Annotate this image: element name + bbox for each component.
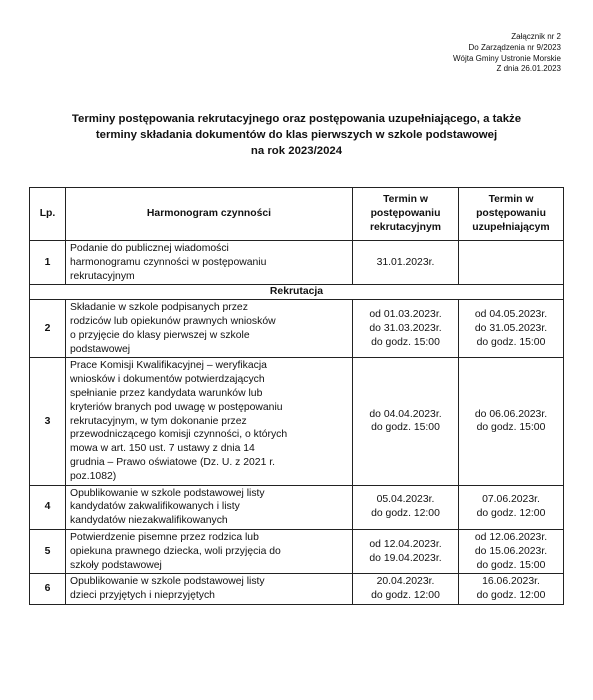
term-line: 05.04.2023r. xyxy=(376,494,435,506)
recruitment-term-cell xyxy=(353,529,459,573)
activity-line: dzieci przyjętych i nieprzyjętych xyxy=(70,590,215,602)
term-line: do 19.04.2023r. xyxy=(369,552,442,564)
annex-date: Z dnia 26.01.2023 xyxy=(496,64,561,74)
annex-number: Załącznik nr 2 xyxy=(511,32,561,41)
activity-cell xyxy=(66,574,353,605)
term-line: od 04.05.2023r. xyxy=(474,309,548,321)
activity-line: przewodniczącego komisji czynności, o których xyxy=(70,429,288,441)
header-line: Termin w xyxy=(383,194,428,206)
recruitment-term-cell xyxy=(353,574,459,605)
document-title xyxy=(40,111,553,159)
table-row xyxy=(30,574,564,605)
supplementary-term-cell xyxy=(459,574,564,605)
header-line: postępowaniu xyxy=(370,208,441,220)
term-line: do godz. 15:00 xyxy=(476,559,546,571)
header-lp: Lp. xyxy=(30,188,66,241)
header-recruitment-term xyxy=(353,188,459,241)
activity-line: wniosków i dokumentów potwierdzających xyxy=(70,374,265,386)
term-line: 20.04.2023r. xyxy=(376,576,435,588)
activity-line: szkoły podstawowej xyxy=(70,559,162,571)
annex-authority: Wójta Gminy Ustronie Morskie xyxy=(452,53,561,63)
term-line: do godz. 12:00 xyxy=(371,508,440,520)
activity-line: Składanie w szkole podpisanych przez xyxy=(70,302,248,314)
section-row xyxy=(30,285,564,300)
term-line: do godz. 12:00 xyxy=(476,508,546,520)
activity-line: poz.1082) xyxy=(70,470,117,482)
header-supplementary-term xyxy=(459,188,564,241)
table-row xyxy=(30,529,564,573)
row-number: 4 xyxy=(30,485,66,529)
activity-line: kandydatów zakwalifikowanych i listy xyxy=(70,501,240,513)
header-row xyxy=(30,188,564,241)
term-line: od 12.06.2023r. xyxy=(474,531,548,543)
supplementary-term-cell xyxy=(459,485,564,529)
activity-cell xyxy=(66,241,353,285)
term-line: do 04.04.2023r. xyxy=(369,408,442,420)
term-line: do godz. 15:00 xyxy=(476,422,546,434)
activity-cell xyxy=(66,300,353,358)
annex-ordinance: Do Zarządzenia nr 9/2023 xyxy=(468,42,561,52)
activity-line: grudnia – Prawo oświatowe (Dz. U. z 2021 r. xyxy=(70,456,276,468)
activity-line: Opublikowanie w szkole podstawowej listy xyxy=(70,487,265,499)
row-number: 6 xyxy=(30,574,66,605)
header-line: rekrutacyjnym xyxy=(369,221,442,233)
table-row xyxy=(30,358,564,485)
activity-line: kryteriów branych pod uwagę w postępowaniu xyxy=(70,401,283,413)
activity-cell xyxy=(66,358,353,485)
term-line: 31.01.2023r. xyxy=(376,256,435,268)
recruitment-term-cell xyxy=(353,300,459,358)
term-line: do godz. 12:00 xyxy=(476,590,546,602)
term-line: do 15.06.2023r. xyxy=(474,545,548,557)
row-number: 1 xyxy=(30,241,66,285)
activity-cell xyxy=(66,485,353,529)
header-line: Termin w xyxy=(488,194,534,206)
term-line: do godz. 15:00 xyxy=(371,422,440,434)
activity-cell xyxy=(66,529,353,573)
activity-line: kandydatów niezakwalifikowanych xyxy=(70,515,228,527)
activity-line: rekrutacyjnym, w tym dokonanie przez xyxy=(70,415,247,427)
supplementary-term-cell xyxy=(459,300,564,358)
term-line: od 12.04.2023r. xyxy=(369,538,442,550)
activity-line: rekrutacyjnym xyxy=(70,270,135,282)
activity-line: o przyjęcie do klasy pierwszej w szkole xyxy=(70,329,250,341)
term-line: do godz. 15:00 xyxy=(371,336,440,348)
table-row xyxy=(30,300,564,358)
term-line: do godz. 12:00 xyxy=(371,590,440,602)
supplementary-term-cell xyxy=(459,529,564,573)
term-line: do 06.06.2023r. xyxy=(474,408,548,420)
activity-line: Podanie do publicznej wiadomości xyxy=(70,243,229,254)
recruitment-term-cell xyxy=(353,358,459,485)
activity-line: Opublikowanie w szkole podstawowej listy xyxy=(70,576,265,588)
activity-line: Prace Komisji Kwalifikacyjnej – weryfikacja xyxy=(70,360,267,372)
schedule-table xyxy=(29,187,564,605)
title-line: na rok 2023/2024 xyxy=(250,145,343,157)
term-line: 07.06.2023r. xyxy=(482,494,540,506)
recruitment-term-cell xyxy=(353,241,459,285)
table-row xyxy=(30,485,564,529)
term-line: do 31.05.2023r. xyxy=(474,322,548,334)
term-line: od 01.03.2023r. xyxy=(369,309,442,321)
schedule-table-body xyxy=(30,188,564,605)
activity-line: Potwierdzenie pisemne przez rodzica lub xyxy=(70,531,259,543)
title-line: Terminy postępowania rekrutacyjnego oraz postępowania uzupełniającego, a także xyxy=(71,113,522,125)
row-number: 5 xyxy=(30,529,66,573)
header-activity: Harmonogram czynności xyxy=(66,188,353,241)
title-line: terminy składania dokumentów do klas pierwszych w szkole podstawowej xyxy=(95,129,498,141)
activity-line: rodziców lub opiekunów prawnych wniosków xyxy=(70,315,276,327)
activity-line: opiekuna prawnego dziecka, woli przyjęcia do xyxy=(70,545,281,557)
row-number: 2 xyxy=(30,300,66,358)
row-number: 3 xyxy=(30,358,66,485)
recruitment-term-cell xyxy=(353,485,459,529)
header-line: uzupełniającym xyxy=(472,221,550,233)
activity-line: mowa w art. 150 ust. 7 ustawy z dnia 14 xyxy=(70,443,255,455)
table-row xyxy=(30,241,564,285)
term-line: do 31.03.2023r. xyxy=(369,322,442,334)
activity-line: harmonogramu czynności w postępowaniu xyxy=(70,256,267,268)
supplementary-term-cell xyxy=(459,241,564,285)
activity-line: spełnianie przez kandydata warunków lub xyxy=(70,387,263,399)
activity-line: podstawowej xyxy=(70,343,131,355)
header-line: postępowaniu xyxy=(476,208,546,220)
annex-header xyxy=(453,32,561,75)
term-line: 16.06.2023r. xyxy=(482,576,540,588)
supplementary-term-cell xyxy=(459,358,564,485)
term-line: do godz. 15:00 xyxy=(476,336,546,348)
section-label: Rekrutacja xyxy=(30,285,564,300)
